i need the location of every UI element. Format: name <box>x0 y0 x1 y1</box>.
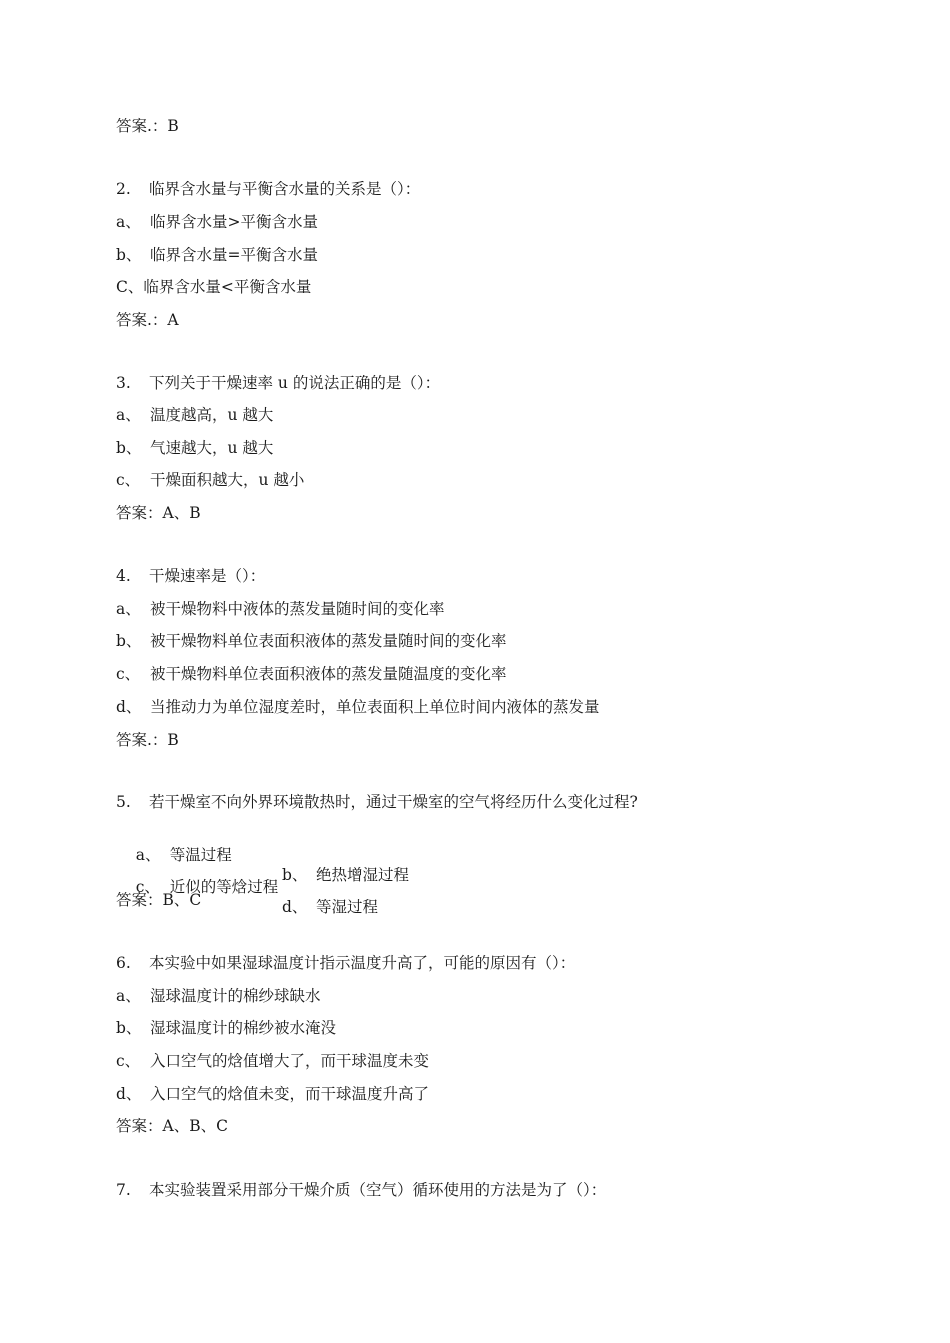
question-number: 7. <box>116 1181 131 1199</box>
answer-q2: 答案.：A <box>116 311 179 329</box>
option-c <box>116 470 304 490</box>
option-mark: b、 <box>116 632 142 650</box>
option-mark: b、 <box>116 246 142 264</box>
option-mark: c、 <box>135 878 160 896</box>
question-number: 3. <box>116 374 131 392</box>
option-b <box>116 631 507 651</box>
option-d <box>116 697 600 717</box>
option-text: 温度越高，u 越大 <box>150 406 274 424</box>
answer-q1: 答案.：B <box>116 117 179 135</box>
question-7 <box>116 1180 606 1200</box>
option-mark: a、 <box>116 987 141 1005</box>
option-d <box>116 1084 429 1104</box>
question-5 <box>116 792 638 812</box>
option-mark: a、 <box>116 600 141 618</box>
option-mark: c、 <box>116 665 141 683</box>
question-number: 4. <box>116 567 131 585</box>
option-text: 干燥面积越大，u 越小 <box>150 471 305 489</box>
option-text: 临界含水量>平衡含水量 <box>150 213 318 231</box>
option-mark: d、 <box>282 898 308 916</box>
option-a <box>116 405 273 425</box>
option-d <box>282 897 378 917</box>
question-text: 若干燥室不向外界环境散热时，通过干燥室的空气将经历什么变化过程? <box>149 793 638 811</box>
option-mark: c、 <box>116 1052 141 1070</box>
option-b <box>116 438 273 458</box>
option-c <box>116 1051 429 1071</box>
option-text: 入口空气的焓值未变，而干球温度升高了 <box>150 1085 430 1103</box>
option-a <box>116 599 445 619</box>
option-text: 当推动力为单位湿度差时，单位表面积上单位时间内液体的蒸发量 <box>150 698 600 716</box>
option-text: 被干燥物料单位表面积液体的蒸发量随时间的变化率 <box>150 632 507 650</box>
question-text: 本实验中如果湿球温度计指示温度升高了，可能的原因有（）： <box>149 954 576 972</box>
option-c: C、临界含水量<平衡含水量 <box>116 278 312 296</box>
question-3 <box>116 373 440 393</box>
option-text: 湿球温度计的棉纱球缺水 <box>150 987 321 1005</box>
option-b <box>116 1018 336 1038</box>
answer-q4: 答案.：B <box>116 731 179 749</box>
option-b <box>116 245 318 265</box>
question-2 <box>116 179 420 199</box>
option-mark: d、 <box>116 698 142 716</box>
option-text: 近似的等焓过程 <box>169 878 279 896</box>
option-text: 临界含水量=平衡含水量 <box>150 246 318 264</box>
question-text: 下列关于干燥速率 u 的说法正确的是（）： <box>149 374 441 392</box>
option-mark: b、 <box>116 439 142 457</box>
option-text: 绝热增湿过程 <box>316 866 410 884</box>
option-mark: a、 <box>135 846 161 864</box>
option-c <box>116 664 507 684</box>
option-text: 等湿过程 <box>316 898 379 916</box>
option-text: 等温过程 <box>169 846 232 864</box>
option-text: 入口空气的焓值增大了，而干球温度未变 <box>150 1052 430 1070</box>
option-text: 被干燥物料中液体的蒸发量随时间的变化率 <box>150 600 445 618</box>
answer-q3: 答案：A、B <box>116 504 201 522</box>
question-text: 干燥速率是（）： <box>149 567 266 585</box>
option-text: 气速越大，u 越大 <box>150 439 274 457</box>
question-number: 2. <box>116 180 131 198</box>
answer-q6: 答案：A、B、C <box>116 1117 228 1135</box>
option-mark: d、 <box>116 1085 142 1103</box>
question-4 <box>116 566 265 586</box>
question-6 <box>116 953 575 973</box>
option-a <box>116 986 321 1006</box>
option-mark: b、 <box>116 1019 142 1037</box>
question-number: 6. <box>116 954 131 972</box>
option-mark: c、 <box>116 471 141 489</box>
option-mark: a、 <box>116 406 141 424</box>
question-number: 5. <box>116 793 131 811</box>
option-a <box>116 212 318 232</box>
option-mark: a、 <box>116 213 141 231</box>
option-mark: b、 <box>282 866 308 884</box>
option-text: 湿球温度计的棉纱被水淹没 <box>150 1019 337 1037</box>
answer-q5: 答案：B、C <box>116 891 202 909</box>
option-text: 被干燥物料单位表面积液体的蒸发量随温度的变化率 <box>150 665 507 683</box>
question-text: 临界含水量与平衡含水量的关系是（）： <box>149 180 421 198</box>
question-text: 本实验装置采用部分干燥介质（空气）循环使用的方法是为了（）： <box>149 1181 607 1199</box>
